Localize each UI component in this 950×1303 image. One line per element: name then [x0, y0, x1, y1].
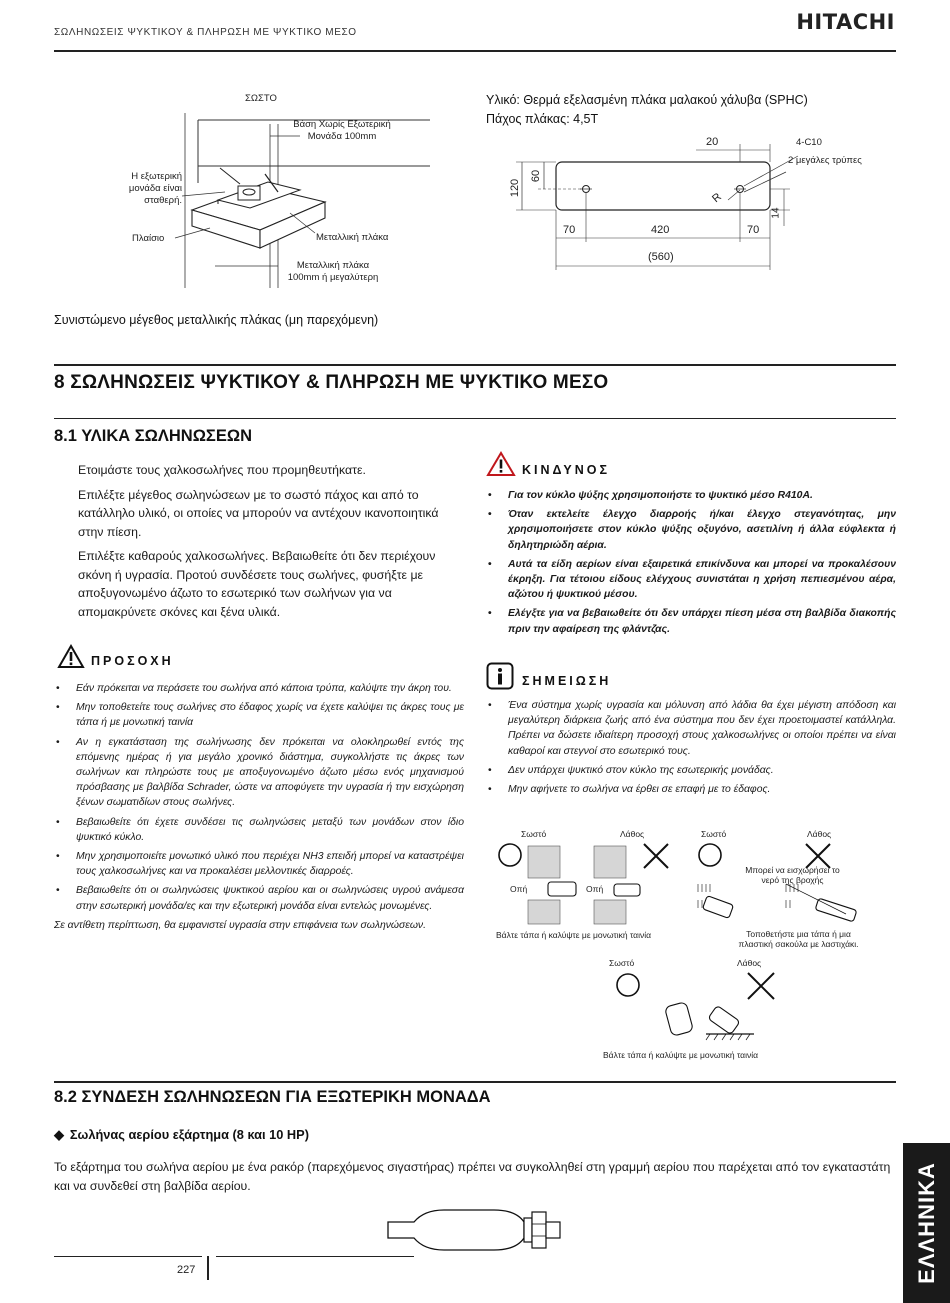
pipe-hole-1: Οπή	[510, 884, 528, 894]
caution-list	[54, 681, 464, 933]
dim-70-left: 70	[563, 224, 576, 236]
note-title: ΣΗΜΕΙΩΣΗ	[522, 674, 612, 688]
pipe-wrong-1: Λάθος	[620, 829, 645, 839]
section81-p2: Επιλέξτε μέγεθος σωληνώσεων με το σωστό πάχος και από το κατάλληλο υλικό, οι οποίες να μπορούν να αντέχουν ικανοποιητικά στην πίεση.	[78, 487, 439, 539]
base-label: Βάση Χωρίς Εξωτερική Μονάδα 100mm	[293, 119, 391, 142]
rain-note-line-1: Μπορεί να εισχωρήσει το	[745, 865, 840, 875]
page-number: 227	[177, 1264, 196, 1276]
plate-caption: Συνιστώμενο μέγεθος μεταλλικής πλάκας (μη παρεχόμενη)	[54, 313, 379, 327]
caution-title: ΠΡΟΣΟΧΗ	[91, 654, 174, 668]
pipe-wrong-2: Λάθος	[807, 829, 832, 839]
dim-70-right: 70	[747, 224, 760, 236]
holes-label: 2 μεγάλες τρύπες	[788, 155, 862, 166]
caution-item: • Μην τοποθετείτε τους σωλήνες στο έδαφος χωρίς να έχετε καλύψει τις άκρες τους με τάπα ή με μονωτική ταινία	[54, 700, 464, 730]
frame-label: Πλαίσιο	[132, 233, 165, 244]
pipe-wrong-3: Λάθος	[737, 958, 762, 968]
section81-body	[78, 461, 464, 627]
section81-p3: Επιλέξτε καθαρούς χαλκοσωλήνες. Βεβαιωθείτε ότι δεν περιέχουν σκόνη ή υγρασία. Προτού συνδέσετε τους σωλήνες, φυσήξτε με αποξυγονωμένο άζωτο το εσωτερικό των σωλήνων για να απομακρύνετε σκόνες και ξένα υλικά.	[78, 549, 436, 619]
diamond-bullet-icon: ◆	[54, 1127, 64, 1142]
dim-20: 20	[706, 136, 719, 148]
section81-title: 8.1 ΥΛΙΚΑ ΣΩΛΗΝΩΣΕΩΝ	[54, 427, 252, 445]
bag-note-line-1: Τοποθετήστε μια τάπα ή μια	[746, 929, 851, 939]
danger-item: • Αυτά τα είδη αερίων είναι εξαιρετικά επικίνδυνα και μπορεί να προκαλέσουν έκρηξη. Για τέτοιου είδους ελέγχους συνιστάται η χρήση πεπιεσμένου αέρα, αζώτου ή ψυκτικού μέσου.	[486, 557, 896, 603]
plate-dimension-drawing	[500, 132, 890, 272]
pipe-hole-2: Οπή	[586, 884, 604, 894]
note-info-icon	[486, 662, 514, 690]
danger-item: • Για τον κύκλο ψύξης χρησιμοποιήστε το ψυκτικό μέσο R410A.	[486, 488, 896, 503]
section81-top-rule	[54, 418, 896, 419]
tape-caption-2: Βάλτε τάπα ή καλύψτε με μονωτική ταινία	[603, 1050, 759, 1060]
section8-title: 8 ΣΩΛΗΝΩΣΕΙΣ ΨΥΚΤΙΚΟΥ & ΠΛΗΡΩΣΗ ΜΕ ΨΥΚΤΙΚΟ ΜΕΣΟ	[54, 372, 609, 393]
caution-item: • Εάν πρόκειται να περάσετε του σωλήνα από κάποια τρύπα, καλύψτε την άκρη του.	[54, 681, 464, 696]
running-header: ΣΩΛΗΝΩΣΕΙΣ ΨΥΚΤΙΚΟΥ & ΠΛΗΡΩΣΗ ΜΕ ΨΥΚΤΙΚΟ ΜΕΣΟ	[54, 27, 357, 38]
dim-r: R	[710, 190, 724, 206]
fixed-label-line-3: σταθερή.	[144, 195, 182, 206]
correct-label: ΣΩΣΤΟ	[245, 93, 277, 104]
danger-title: ΚΙΝΔΥΝΟΣ	[522, 463, 610, 477]
note-item: • Δεν υπάρχει ψυκτικό στον κύκλο της εσωτερικής μονάδας.	[486, 763, 896, 778]
section82-top-rule	[54, 1081, 896, 1083]
plate-size-line-2: 100mm ή μεγαλύτερη	[287, 272, 379, 283]
plate-size-line-1: Μεταλλική πλάκα	[296, 260, 370, 271]
caution-warning-icon	[57, 644, 85, 669]
note-list-wrap	[486, 698, 896, 801]
danger-list-wrap	[486, 488, 896, 641]
bag-note	[726, 929, 871, 949]
thickness-text: Πάχος πλάκας: 4,5T	[486, 112, 599, 126]
footer-rule-left	[54, 1256, 202, 1257]
language-side-tab-label: ΕΛΛΗΝΙΚΑ	[914, 1162, 939, 1284]
gas-pipe-fitting-drawing	[384, 1204, 570, 1256]
dim-60: 60	[530, 169, 543, 183]
dim-420: 420	[651, 224, 670, 236]
metal-plate-label: Μεταλλική πλάκα	[316, 232, 389, 243]
section81-p1: Ετοιμάστε τους χαλκοσωλήνες που προμηθευτήκατε.	[78, 463, 366, 477]
caution-item: • Βεβαιωθείτε ότι έχετε συνδέσει τις σωληνώσεις μεταξύ των μονάδων στον ίδιο ψυκτικό κύκλο.	[54, 815, 464, 845]
language-side-tab	[903, 1143, 950, 1303]
danger-item: • Ελέγξτε για να βεβαιωθείτε ότι δεν υπάρχει πίεση μέσα στη βαλβίδα διακοπής πριν την αφαίρεση της φλάντζας.	[486, 606, 896, 636]
material-text: Υλικό: Θερμά εξελασμένη πλάκα μαλακού χάλυβα (SPHC)	[486, 93, 808, 107]
note-item: • Μην αφήνετε το σωλήνα να έρθει σε επαφή με το έδαφος.	[486, 782, 896, 797]
holes-code: 4-C10	[796, 137, 822, 148]
section82-body: Το εξάρτημα του σωλήνα αερίου με ένα ρακόρ (παρεχόμενος σιγαστήρας) πρέπει να συγκολληθεί στη γραμμή αερίου που παρέχεται από τον εγκαταστάτη και να συνδεθεί στη βαλβίδα αερίου.	[54, 1160, 891, 1193]
note-item: • Ένα σύστημα χωρίς υγρασία και μόλυνση από λάδια θα έχει μέγιστη απόδοση και μεγαλύτερη διάρκεια ζωής από ένα σύστημα που δεν έχει προετοιμαστεί κατάλληλα. Πρέπει να δώσετε ιδιαίτερη προσοχή στους χαλκοσωλήνες οι οποίοι πρέπει να είναι καθαροί και στεγνοί στο εσωτερικό τους.	[486, 698, 896, 759]
fixed-label-line-1: Η εξωτερική	[131, 171, 182, 182]
pipe-correct-1: Σωστό	[521, 829, 547, 839]
fixed-label	[110, 171, 182, 207]
pipe-correct-3: Σωστό	[609, 958, 635, 968]
dim-560: (560)	[648, 251, 674, 263]
danger-warning-icon	[486, 451, 516, 477]
footer-divider	[207, 1256, 209, 1280]
fixed-label-line-2: μονάδα είναι	[128, 183, 182, 194]
hitachi-logo: HITACHI	[796, 10, 895, 34]
caution-item: • Βεβαιωθείτε ότι οι σωληνώσεις ψυκτικού αερίου και οι σωληνώσεις υγρού ανάμεσα στην εσωτερική μονάδα/ες και την εξωτερική μονάδα είναι εντελώς μονωμένες.	[54, 883, 464, 913]
section8-top-rule	[54, 364, 896, 366]
header-rule	[54, 50, 896, 52]
danger-item: • Όταν εκτελείτε έλεγχο διαρροής ή/και έλεγχο στεγανότητας, μην χρησιμοποιήσετε στον κύκλο ψύξης οξυγόνο, ασετιλίνη ή άλλα εύφλεκτα ή δηλητηριώδη αέρια.	[486, 507, 896, 553]
plate-size-label	[278, 260, 388, 284]
caution-item: • Αν η εγκατάσταση της σωλήνωσης δεν πρόκειται να ολοκληρωθεί εντός της επόμενης ημέρας ή για μεγάλο χρονικό διάστημα, συγκολλήστε τις άκρες των σωλήνων και πληρώστε τους με αποξυγονωμένο άζωτο μέσω ενός μηχανισμού πρόσβασης με βαλβίδα Schrader, ώστε να αποφύγετε την υγρασία ή την εισχώρηση ξένων σωματιδίων στους σωλήνες.	[54, 735, 464, 811]
tape-caption-1: Βάλτε τάπα ή καλύψτε με μονωτική ταινία	[496, 930, 652, 940]
rain-note-line-2: νερό της βροχής	[761, 875, 824, 885]
rain-note	[735, 865, 850, 885]
caution-footer: Σε αντίθετη περίπτωση, θα εμφανιστεί υγρασία στην επιφάνεια των σωληνώσεων.	[54, 919, 427, 931]
gas-pipe-subtitle	[54, 1127, 309, 1143]
dim-120: 120	[509, 178, 522, 198]
footer-rule-right	[216, 1256, 414, 1257]
pipe-correct-2: Σωστό	[701, 829, 727, 839]
gas-pipe-subtitle-text: Σωλήνας αερίου εξάρτημα (8 και 10 HP)	[69, 1127, 309, 1142]
caution-item: • Μην χρησιμοποιείτε μονωτικό υλικό που περιέχει NH3 επειδή μπορεί να καταστρέψει τους χαλκοσωλήνες και να προκαλέσει μελλοντικές διαρροές.	[54, 849, 464, 879]
bag-note-line-2: πλαστική σακούλα με λαστιχάκι.	[738, 939, 859, 949]
dim-14: 14	[770, 207, 782, 219]
section82-title: 8.2 ΣΥΝΔΕΣΗ ΣΩΛΗΝΩΣΕΩΝ ΓΙΑ ΕΞΩΤΕΡΙΚΗ ΜΟΝΑΔΑ	[54, 1088, 491, 1106]
